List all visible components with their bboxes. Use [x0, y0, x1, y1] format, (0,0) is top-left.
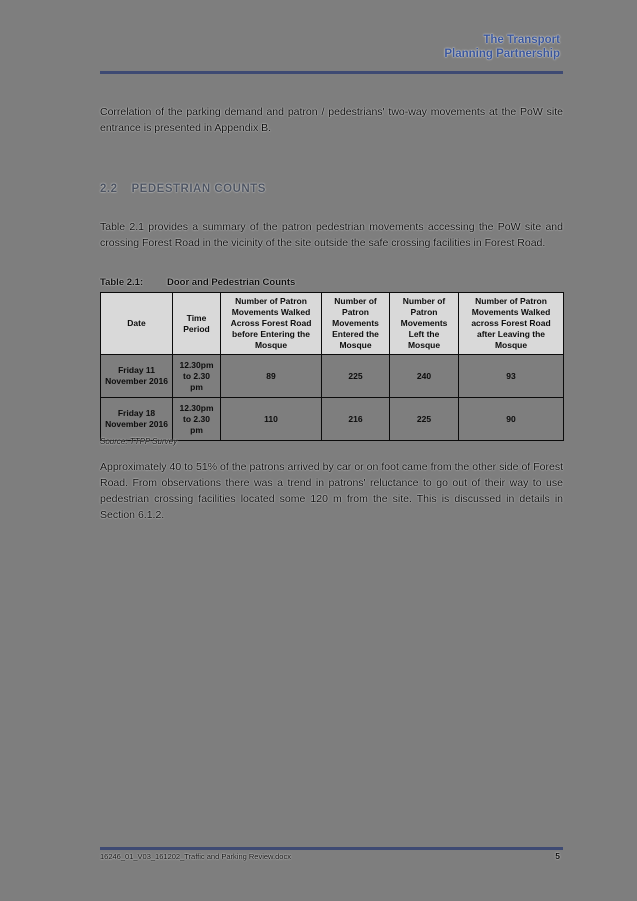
- table-cell: 93: [459, 355, 564, 398]
- logo-line-1: The Transport: [483, 34, 560, 46]
- table-row: [101, 398, 564, 441]
- section-number: 2.2: [100, 183, 118, 195]
- table-cell: 12.30pm to 2.30 pm: [173, 398, 221, 441]
- table-cell: 240: [390, 355, 459, 398]
- table-cell: 90: [459, 398, 564, 441]
- table-header-row: [101, 293, 564, 355]
- footer-filename: 16246_01_V03_161202_Traffic and Parking Review.docx: [100, 852, 291, 861]
- paragraph-observations: Approximately 40 to 51% of the patrons arrived by car or on foot came from the other side of Forest Road. From observations there was a trend in patrons' reluctance to go out of their way to use pedestrian crossing facilities located some 120 m from the site. This is discussed in details in Section 6.1.2.: [100, 461, 563, 521]
- paragraph-correlation: Correlation of the parking demand and patron / pedestrians' two-way movements at the PoW site entrance is presented in Appendix B.: [100, 106, 563, 134]
- table-row: [101, 355, 564, 398]
- table-cell: 110: [221, 398, 322, 441]
- table-header-cell: Number of Patron Movements Entered the Mosque: [322, 293, 390, 355]
- footer-page-number: 5: [555, 851, 560, 861]
- table-cell: 216: [322, 398, 390, 441]
- table-cell: 225: [322, 355, 390, 398]
- table-cell: Friday 18 November 2016: [101, 398, 173, 441]
- section-heading: [100, 183, 266, 195]
- table-cell: 12.30pm to 2.30 pm: [173, 355, 221, 398]
- footer-rule: [100, 847, 563, 850]
- table-caption-title: Door and Pedestrian Counts: [167, 277, 296, 288]
- table-header-row: [101, 293, 564, 355]
- paragraph-table-intro: Table 2.1 provides a summary of the patron pedestrian movements accessing the PoW site and crossing Forest Road in the vicinity of the site outside the safe crossing facilities in Forest Road.: [100, 221, 563, 249]
- pedestrian-counts-table: [100, 292, 564, 441]
- table-header-cell: Number of Patron Movements Walked Across Forest Road before Entering the Mosque: [221, 293, 322, 355]
- table-cell: 225: [390, 398, 459, 441]
- table-body: [101, 355, 564, 441]
- source-note: Source: TTPP Survey: [100, 437, 178, 446]
- header-rule: [100, 71, 563, 74]
- table-cell: 89: [221, 355, 322, 398]
- logo-line-2: Planning Partnership: [444, 48, 560, 60]
- table-caption-label: Table 2.1:: [100, 277, 144, 288]
- table-header-cell: Date: [101, 293, 173, 355]
- company-logo-text: [444, 33, 560, 61]
- section-title: PEDESTRIAN COUNTS: [131, 183, 266, 195]
- table-header-cell: Number of Patron Movements Left the Mosque: [390, 293, 459, 355]
- table-caption: [100, 277, 295, 288]
- table-header-cell: Time Period: [173, 293, 221, 355]
- table-cell: Friday 11 November 2016: [101, 355, 173, 398]
- table-header-cell: Number of Patron Movements Walked across Forest Road after Leaving the Mosque: [459, 293, 564, 355]
